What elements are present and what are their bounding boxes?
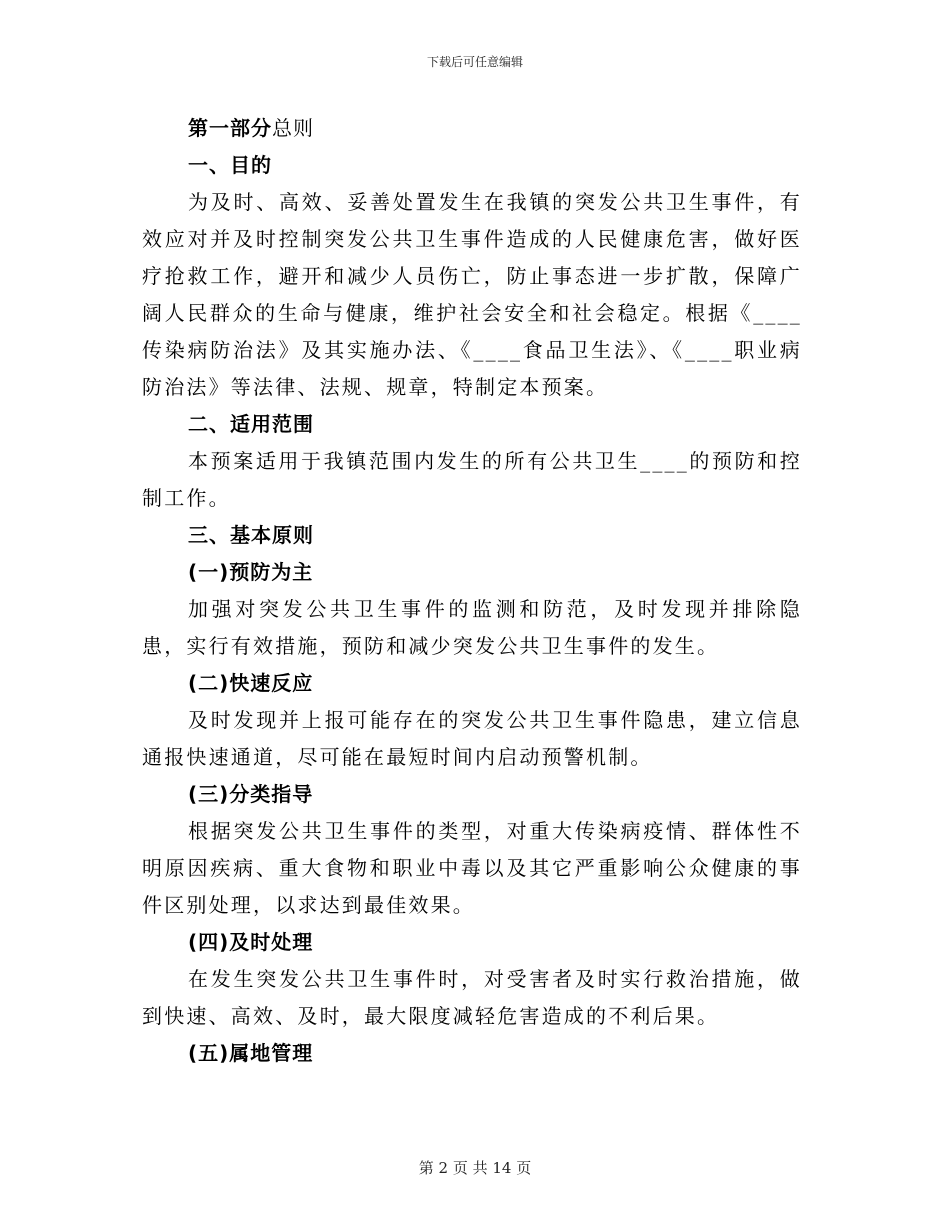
section-heading-scope: 二、适用范围 <box>188 412 314 436</box>
principle-heading-territorial: (五)属地管理 <box>188 1041 314 1065</box>
section-heading-principles: 三、基本原则 <box>188 523 314 547</box>
part-title <box>142 110 802 147</box>
principle-body-prevention: 加强对突发公共卫生事件的监测和防范，及时发现并排除隐患，实行有效措施，预防和减少突发公共卫生事件的发生。 <box>142 597 802 658</box>
section-body-scope: 本预案适用于我镇范围内发生的所有公共卫生____的预防和控制工作。 <box>142 449 802 510</box>
document-body <box>142 110 802 1072</box>
part-title-rest: 总则 <box>272 116 314 140</box>
principle-heading-classification: (三)分类指导 <box>188 782 314 806</box>
page-footer: 第 2 页 共 14 页 <box>418 1159 532 1177</box>
section-heading-purpose: 一、目的 <box>188 153 272 177</box>
principle-body-timely-handling: 在发生突发公共卫生事件时，对受害者及时实行救治措施，做到快速、高效、及时，最大限度减轻危害造成的不利后果。 <box>142 967 802 1028</box>
principle-heading-rapid-response: (二)快速反应 <box>188 671 314 695</box>
section-body-purpose: 为及时、高效、妥善处置发生在我镇的突发公共卫生事件，有效应对并及时控制突发公共卫生事件造成的人民健康危害，做好医疗抢救工作，避开和减少人员伤亡，防止事态进一步扩散，保障广阔人民群众的生命与健康，维护社会安全和社会稳定。根据《____传染病防治法》及其实施办法、《____食品卫生法》、《____职业病防治法》等法律、法规、规章，特制定本预案。 <box>142 190 802 399</box>
principle-body-rapid-response: 及时发现并上报可能存在的突发公共卫生事件隐患，建立信息通报快速通道，尽可能在最短时间内启动预警机制。 <box>142 708 802 769</box>
principle-heading-prevention: (一)预防为主 <box>188 560 314 584</box>
principle-heading-timely-handling: (四)及时处理 <box>188 930 314 954</box>
part-title-bold: 第一部分 <box>188 116 272 140</box>
page-header: 下载后可任意编辑 <box>426 55 523 69</box>
principle-body-classification: 根据突发公共卫生事件的类型，对重大传染病疫情、群体性不明原因疾病、重大食物和职业中毒以及其它严重影响公众健康的事件区别处理，以求达到最佳效果。 <box>142 819 802 917</box>
